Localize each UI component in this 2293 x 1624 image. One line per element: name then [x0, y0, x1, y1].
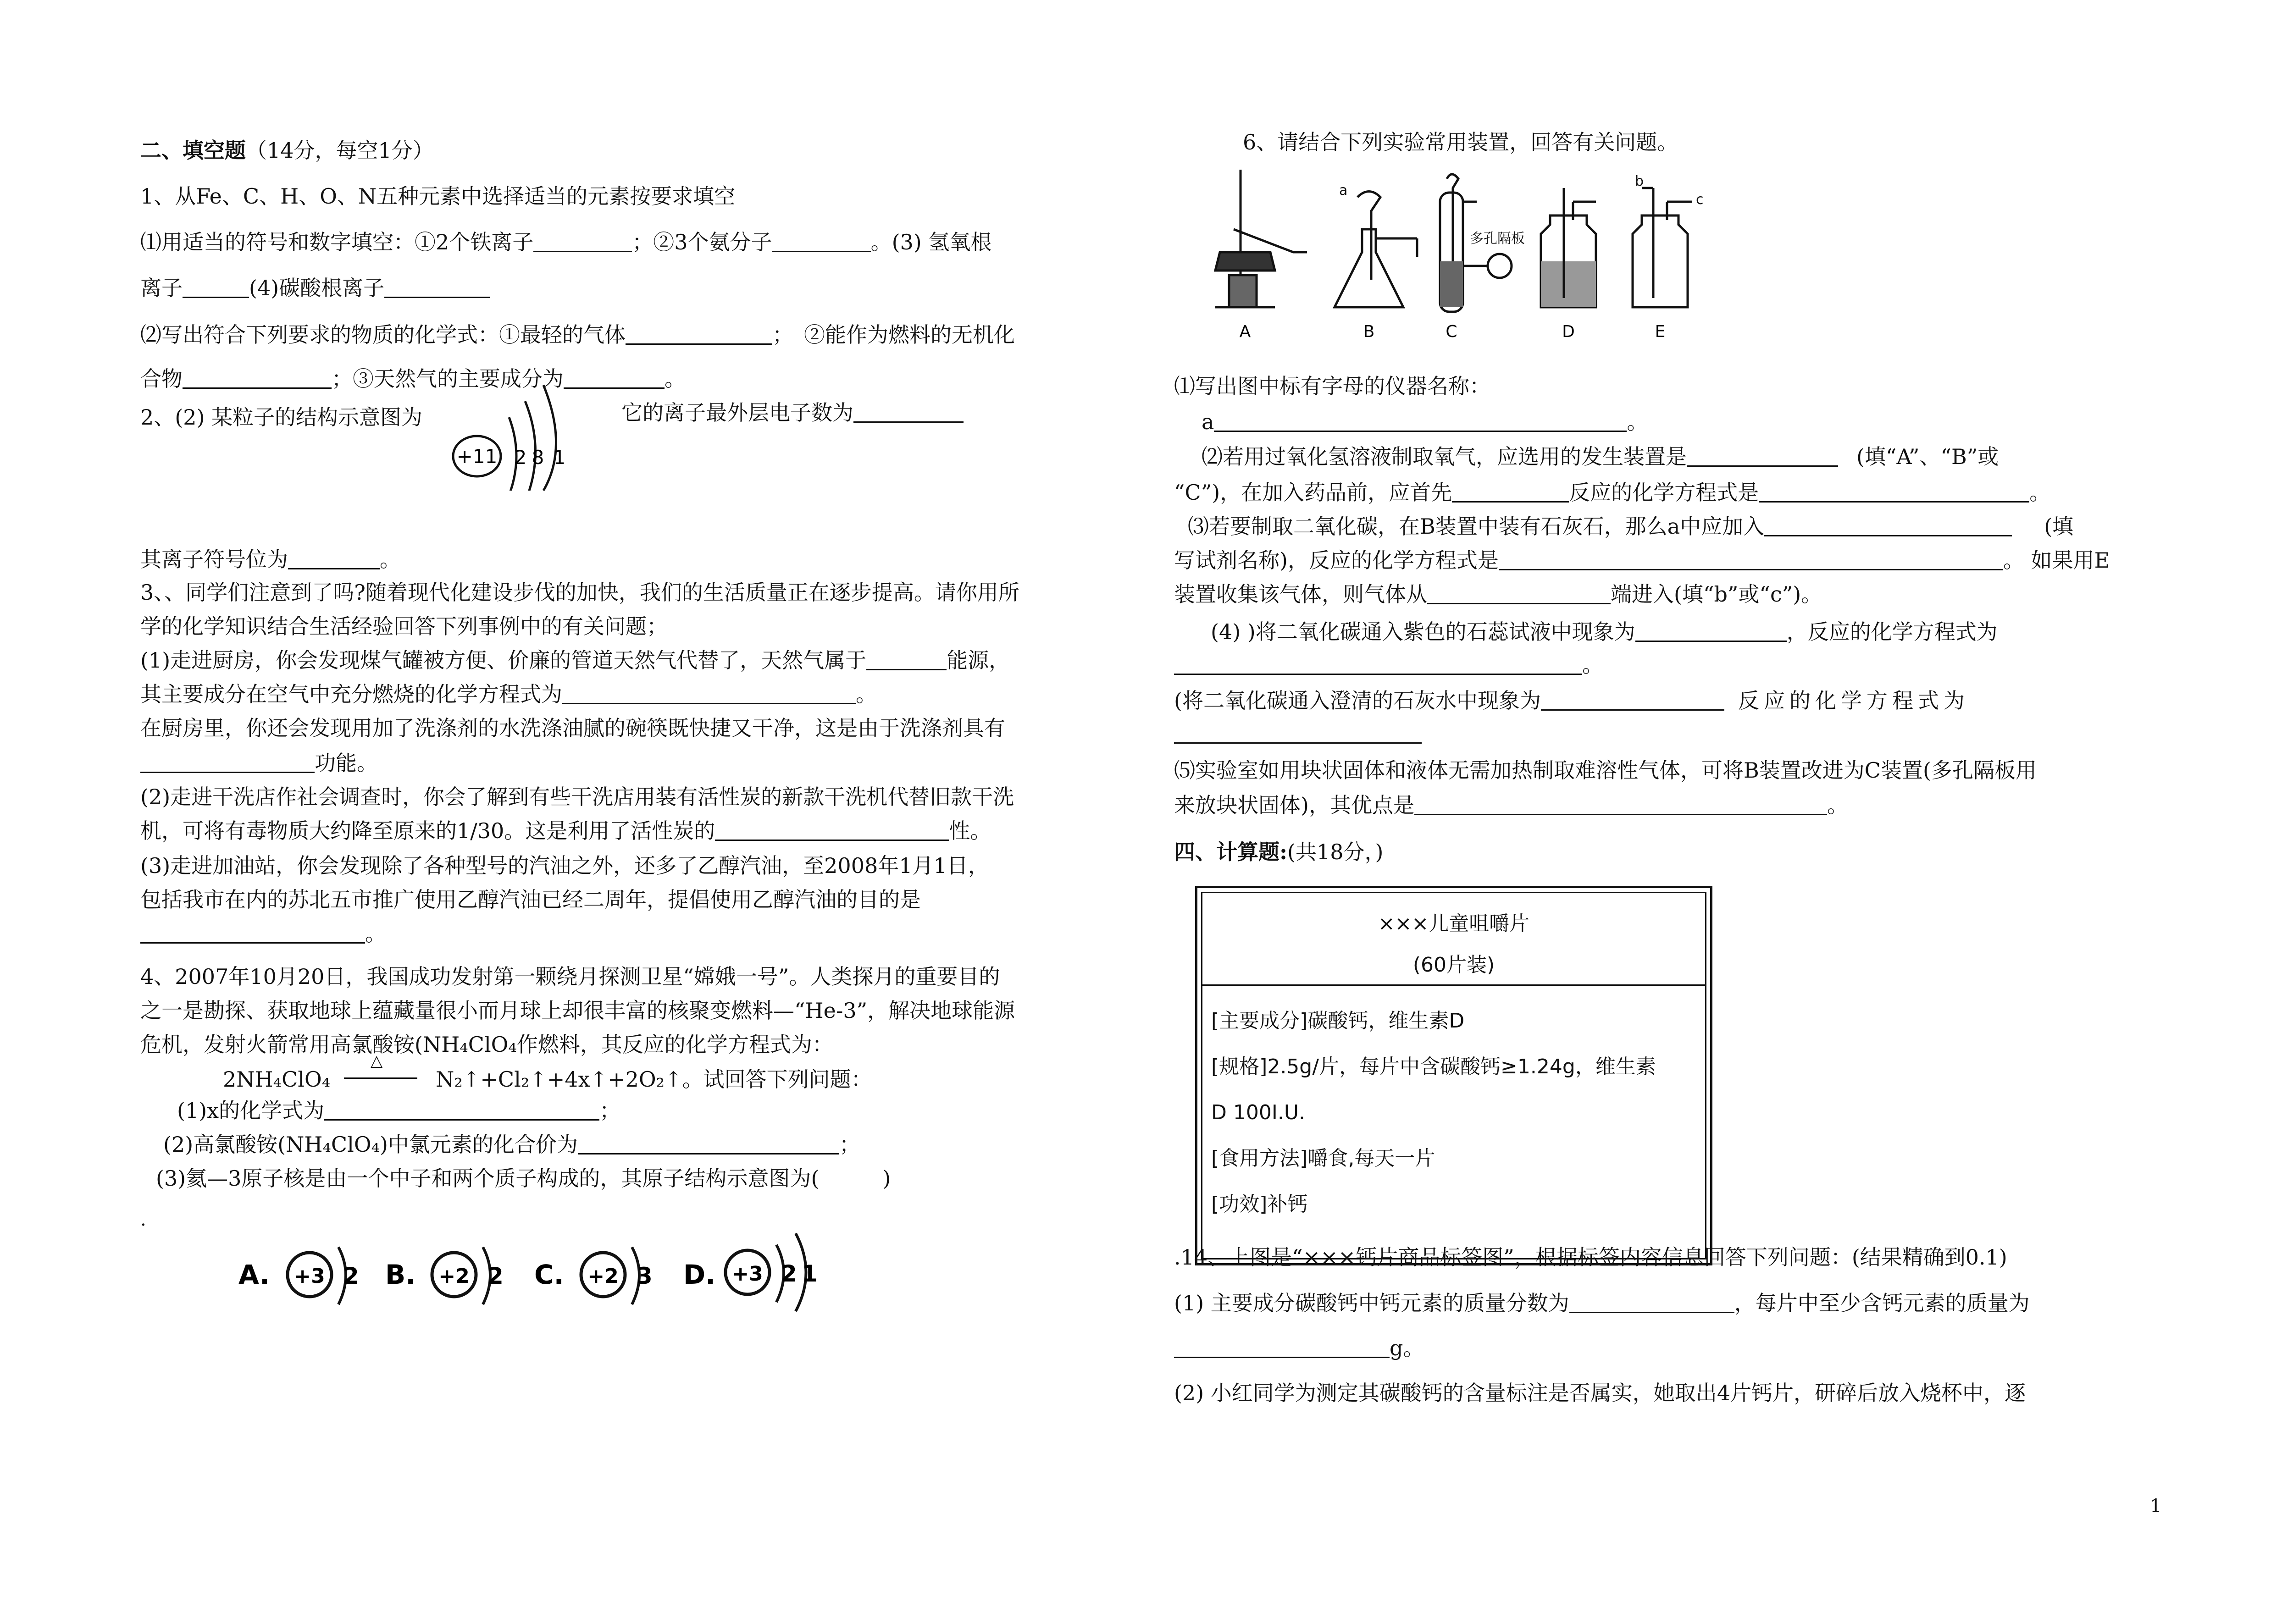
q6-part2-c: “C”)，在加入药品前，应首先: [1174, 480, 1452, 505]
option-b[interactable]: [385, 1247, 504, 1304]
q3-line7: (2)走进干洗店作社会调查时，你会了解到有些干洗店用装有活性炭的新款干洗机代替旧款干洗: [140, 784, 1014, 809]
q6-part3-b: (填: [2044, 514, 2074, 539]
answer-blank[interactable]: [1759, 482, 2029, 503]
q6-part4-c: 。: [1582, 652, 1603, 677]
q14-text: .14、上图是“×××钙片商品标签图”，根据标签内容信息回答下列问题：(结果精确到0.1): [1174, 1245, 2007, 1270]
q4-sub3: (3)氦—3原子核是由一个中子和两个质子构成的，其原子结构示意图为( ): [156, 1166, 891, 1191]
product-label-box: [1195, 886, 1712, 1265]
q6-part2-a: ⑵若用过氧化氢溶液制取氧气，应选用的发生装置是: [1202, 444, 1687, 469]
answer-blank[interactable]: [140, 752, 315, 773]
q1-text: 1、从Fe、C、H、O、N五种元素中选择适当的元素按要求填空: [140, 184, 736, 209]
q3-line4-a: 其主要成分在空气中充分燃烧的化学方程式为: [140, 682, 562, 707]
equation-products: N₂↑+Cl₂↑+4x↑+2O₂↑。试回答下列问题：: [436, 1067, 872, 1092]
q4-sub1-a: (1)x的化学式为: [177, 1098, 325, 1123]
q6-part4-a: (4) )将二氧化碳通入紫色的石蕊试液中现象为: [1211, 619, 1635, 644]
apparatus-label: C: [1446, 322, 1457, 341]
q4-sub2-b: ；: [839, 1132, 860, 1157]
q3-line8-a: 机，可将有毒物质大约降至原来的1/30。这是利用了活性炭的: [140, 818, 715, 843]
q2-text-c: 其离子符号位为: [140, 547, 288, 572]
q6-part2-line1: [1202, 443, 1999, 470]
q1-part1-c: 。(3) 氢氧根: [870, 230, 992, 254]
q4-sub1: [177, 1097, 620, 1124]
answer-blank[interactable]: [1541, 690, 1724, 711]
apparatus-b: [1335, 182, 1417, 307]
section-4-heading: [1174, 838, 1383, 866]
shell-electrons: 2: [514, 446, 527, 469]
q3-line4-b: 。: [856, 682, 877, 707]
answer-blank[interactable]: [1174, 1337, 1390, 1358]
apparatus-label: B: [1363, 322, 1375, 341]
option-shell: 2: [487, 1263, 504, 1289]
option-c[interactable]: [534, 1247, 653, 1304]
q1-part2-a: ⑵写出符合下列要求的物质的化学式：①最轻的气体: [140, 322, 626, 347]
section-2-title: 二、填空题: [140, 138, 246, 163]
q4-line1: 4、2007年10月20日，我国成功发射第一颗绕月探测卫星“嫦娥一号”。人类探月的重要目的: [140, 964, 1000, 989]
option-shell: 2: [781, 1260, 797, 1287]
q6-part5-line2: [1174, 791, 1848, 819]
apparatus-label: A: [1239, 322, 1251, 341]
q1-part2-b: ； ②能作为燃料的无机化: [772, 322, 1015, 347]
answer-blank[interactable]: [183, 368, 332, 389]
q6-part1-b: 。: [1627, 409, 1648, 434]
answer-blank[interactable]: [562, 684, 856, 704]
label-b: b: [1635, 173, 1644, 189]
q6-part2-line2: [1174, 479, 2050, 506]
q6-part2-e: 。: [2029, 480, 2051, 505]
q6-part3-f: 端进入(填“b”或“c”)。: [1611, 582, 1822, 607]
section-2-heading: [140, 137, 434, 164]
q3-line5: 在厨房里，你还会发现用加了洗涤剂的水洗涤油腻的碗筷既快捷又干净，这是由于洗涤剂具有: [140, 716, 1005, 740]
q1-part1-b: ；②3个氨分子: [632, 230, 772, 254]
q6-part5-b: 来放块状固体)，其优点是: [1174, 793, 1414, 818]
option-nucleus: +3: [294, 1265, 325, 1288]
option-letter: B.: [385, 1259, 416, 1290]
label-usage: [食用方法]嚼食,每天一片: [1211, 1147, 1435, 1170]
q3-line3: [140, 646, 1010, 674]
answer-blank[interactable]: [772, 232, 871, 252]
q1-part2-line2: [140, 365, 686, 392]
q6-part4-line3: [1174, 687, 1969, 714]
q1-part1-e: (4)碳酸根离子: [249, 276, 385, 300]
q4-line3: 危机，发射火箭常用高氯酸铵(NH₄ClO₄作燃料，其反应的化学方程式为：: [140, 1032, 833, 1057]
q6-part1-line: [1202, 408, 1648, 436]
shell-electrons: 1: [553, 446, 566, 469]
answer-blank[interactable]: [533, 232, 632, 252]
label-title: ×××儿童咀嚼片: [1378, 912, 1530, 935]
q3-line6-text: 功能。: [315, 751, 378, 775]
q6-part4-d: (将二氧化碳通入澄清的石灰水中现象为: [1174, 688, 1541, 713]
q1-part1-d: 离子: [140, 276, 183, 300]
q6-part4-e: 反应的化学方程式为: [1738, 688, 1969, 713]
label-spec-cont: D 100I.U.: [1211, 1101, 1306, 1124]
q3-line4: [140, 680, 877, 708]
q2-line-b: [621, 399, 964, 426]
atom-nucleus-label: +11: [456, 445, 498, 468]
answer-blank[interactable]: [866, 650, 947, 670]
lab-apparatus-diagram: [1202, 160, 1734, 348]
q6-part4-line1: [1211, 618, 1998, 646]
q6-part4-b: ，反应的化学方程式为: [1786, 619, 1998, 644]
atom-structure-diagram: [445, 353, 592, 491]
q6-part2-b: (填“A”、“B”或: [1856, 444, 1999, 469]
electron-shell: [543, 385, 556, 491]
q6-text: 6、请结合下列实验常用装置，回答有关问题。: [1243, 130, 1678, 155]
answer-blank[interactable]: [626, 324, 772, 345]
label-ingredients: [主要成分]碳酸钙，维生素D: [1211, 1009, 1465, 1033]
answer-blank[interactable]: [1427, 584, 1611, 604]
q6-part1: ⑴写出图中标有字母的仪器名称：: [1174, 374, 1490, 398]
option-a[interactable]: [238, 1247, 359, 1304]
answer-blank[interactable]: [1687, 446, 1838, 467]
q14-part1-c: g。: [1390, 1336, 1424, 1360]
answer-blank[interactable]: [288, 549, 380, 569]
q3-line8-b: 性。: [949, 818, 991, 843]
q6-part3-d: 。 如果用E: [2003, 548, 2110, 573]
q2-text-b: 它的离子最外层电子数为: [621, 400, 853, 425]
q14-part1-line2: [1174, 1334, 1424, 1362]
q1-part1-a: ⑴用适当的符号和数字填空：①2个铁离子: [140, 230, 534, 254]
q6-part3-c: 写试剂名称)，反应的化学方程式是: [1174, 548, 1499, 573]
q6-part2-d: 反应的化学方程式是: [1569, 480, 1759, 505]
q4-line2: 之一是勘探、获取地球上蕴藏量很小而月球上却很丰富的核聚变燃料—“He-3”，解决地球能源: [140, 998, 1015, 1023]
q6-part3-line2: [1174, 547, 2110, 574]
option-nucleus: +2: [587, 1265, 619, 1288]
label-a: a: [1339, 182, 1348, 199]
answer-blank[interactable]: [578, 1134, 839, 1154]
shell-electrons: 8: [532, 446, 544, 469]
q14-part1-b: ，每片中至少含钙元素的质量为: [1734, 1291, 2030, 1315]
q4-sub2: [163, 1131, 860, 1158]
q3-line6: [140, 749, 378, 777]
apparatus-c: [1440, 174, 1525, 312]
option-d[interactable]: [683, 1233, 818, 1311]
label-partition: 多孔隔板: [1470, 231, 1525, 247]
section-2-note: （14分，每空1分）: [246, 138, 434, 163]
q6-part4-line2: [1174, 651, 1603, 679]
q3-line3-b: 能源，: [947, 648, 1010, 673]
stray-dot: .: [140, 1209, 146, 1230]
answer-blank[interactable]: [1635, 621, 1787, 642]
page-number: 1: [2150, 1496, 2162, 1517]
q3-line9: (3)走进加油站，你会发现除了各种型号的汽油之外，还多了乙醇汽油，至2008年1月1日，: [140, 853, 989, 878]
answer-blank[interactable]: [1214, 411, 1627, 432]
label-subtitle: (60片装): [1412, 953, 1495, 977]
option-letter: A.: [238, 1259, 270, 1290]
apparatus-label: E: [1655, 322, 1666, 341]
reaction-arrow: [344, 1052, 417, 1087]
q4-equation: [223, 1052, 872, 1093]
q6-part1-a: a: [1202, 409, 1214, 434]
q6-part3-e: 装置收集该气体，则气体从: [1174, 582, 1427, 607]
q4-sub1-b: ；: [599, 1098, 621, 1123]
heat-condition: △: [371, 1052, 383, 1070]
q1-part2-c: 合物: [140, 366, 183, 391]
q6-part3-line3: [1174, 580, 1822, 608]
answer-blank[interactable]: [1174, 723, 1422, 744]
q1-part1-line: [140, 228, 991, 256]
answer-blank[interactable]: [384, 277, 490, 298]
apparatus-e: [1633, 173, 1704, 307]
apparatus-a: [1215, 170, 1307, 307]
q6-part5-line1: ⑸实验室如用块状固体和液体无需加热制取难溶性气体，可将B装置改进为C装置(多孔隔板用: [1174, 758, 2037, 783]
answer-blank[interactable]: [1174, 654, 1582, 675]
option-letter: D.: [683, 1259, 716, 1290]
label-spec: [规格]2.5g/片，每片中含碳酸钙≥1.24g，维生素: [1211, 1055, 1656, 1078]
equation-reactant: 2NH₄ClO₄: [223, 1067, 331, 1092]
q1-part1-line2: [140, 274, 490, 302]
option-shell: 3: [637, 1263, 653, 1289]
answer-blank[interactable]: [1499, 550, 2003, 570]
q3-line1: 3、、同学们注意到了吗?随着现代化建设步伐的加快，我们的生活质量正在逐步提高。请你用所: [140, 580, 1019, 605]
q6-part4-line4: [1174, 720, 1422, 747]
q2-line-c: [140, 546, 401, 573]
section-4-title: 四、计算题:: [1174, 840, 1287, 864]
q3-line10: 包括我市在内的苏北五市推广使用乙醇汽油已经二周年，提倡使用乙醇汽油的目的是: [140, 887, 921, 912]
label-effect: [功效]补钙: [1211, 1193, 1308, 1216]
q1-part2-line: [140, 321, 1015, 348]
answer-options-diagram: [229, 1220, 825, 1320]
answer-blank[interactable]: [1452, 482, 1569, 503]
q1-part2-d: ；③天然气的主要成分为: [332, 366, 564, 391]
q14-part2-line1: (2) 小红同学为测定其碳酸钙的含量标注是否属实，她取出4片钙片，研碎后放入烧杯中，逐: [1174, 1381, 2026, 1405]
q14-part1-line1: [1174, 1289, 2030, 1317]
q6-part3-a: ⑶若要制取二氧化碳，在B装置中装有石灰石，那么a中应加入: [1188, 514, 1765, 539]
answer-blank[interactable]: [324, 1100, 599, 1121]
q2-text-a: 2、(2) 某粒子的结构示意图为: [140, 405, 423, 430]
option-nucleus: +2: [438, 1265, 470, 1288]
option-shell: 2: [343, 1263, 359, 1289]
answer-blank[interactable]: [140, 923, 365, 944]
q4-sub2-a: (2)高氯酸铵(NH₄ClO₄)中氯元素的化合价为: [163, 1132, 578, 1157]
q3-line2: 学的化学知识结合生活经验回答下列事例中的有关问题；: [140, 614, 668, 639]
answer-blank[interactable]: [853, 402, 964, 423]
q14-part1-a: (1) 主要成分碳酸钙中钙元素的质量分数为: [1174, 1291, 1569, 1315]
answer-blank[interactable]: [1569, 1293, 1734, 1313]
q3-line3-a: (1)走进厨房，你会发现煤气罐被方便、价廉的管道天然气代替了，天然气属于: [140, 648, 867, 673]
option-letter: C.: [534, 1259, 564, 1290]
q1-part2-e: 。: [665, 366, 686, 391]
answer-blank[interactable]: [1764, 516, 2012, 536]
label-c: c: [1696, 192, 1704, 208]
q6-part3-line1: [1188, 513, 2073, 540]
option-nucleus: +3: [732, 1262, 763, 1286]
q3-line11-text: 。: [365, 921, 386, 946]
option-shell: 1: [802, 1260, 818, 1287]
section-4-note: (共18分，): [1287, 840, 1384, 864]
q6-part5-c: 。: [1827, 793, 1848, 818]
answer-blank[interactable]: [1414, 795, 1827, 815]
apparatus-label: D: [1562, 322, 1575, 341]
q3-line11: [140, 920, 386, 947]
q3-line8: [140, 817, 991, 845]
answer-blank[interactable]: [183, 277, 249, 298]
apparatus-d: [1541, 188, 1596, 307]
q2-text-d: 。: [380, 547, 401, 572]
answer-blank[interactable]: [715, 820, 949, 841]
